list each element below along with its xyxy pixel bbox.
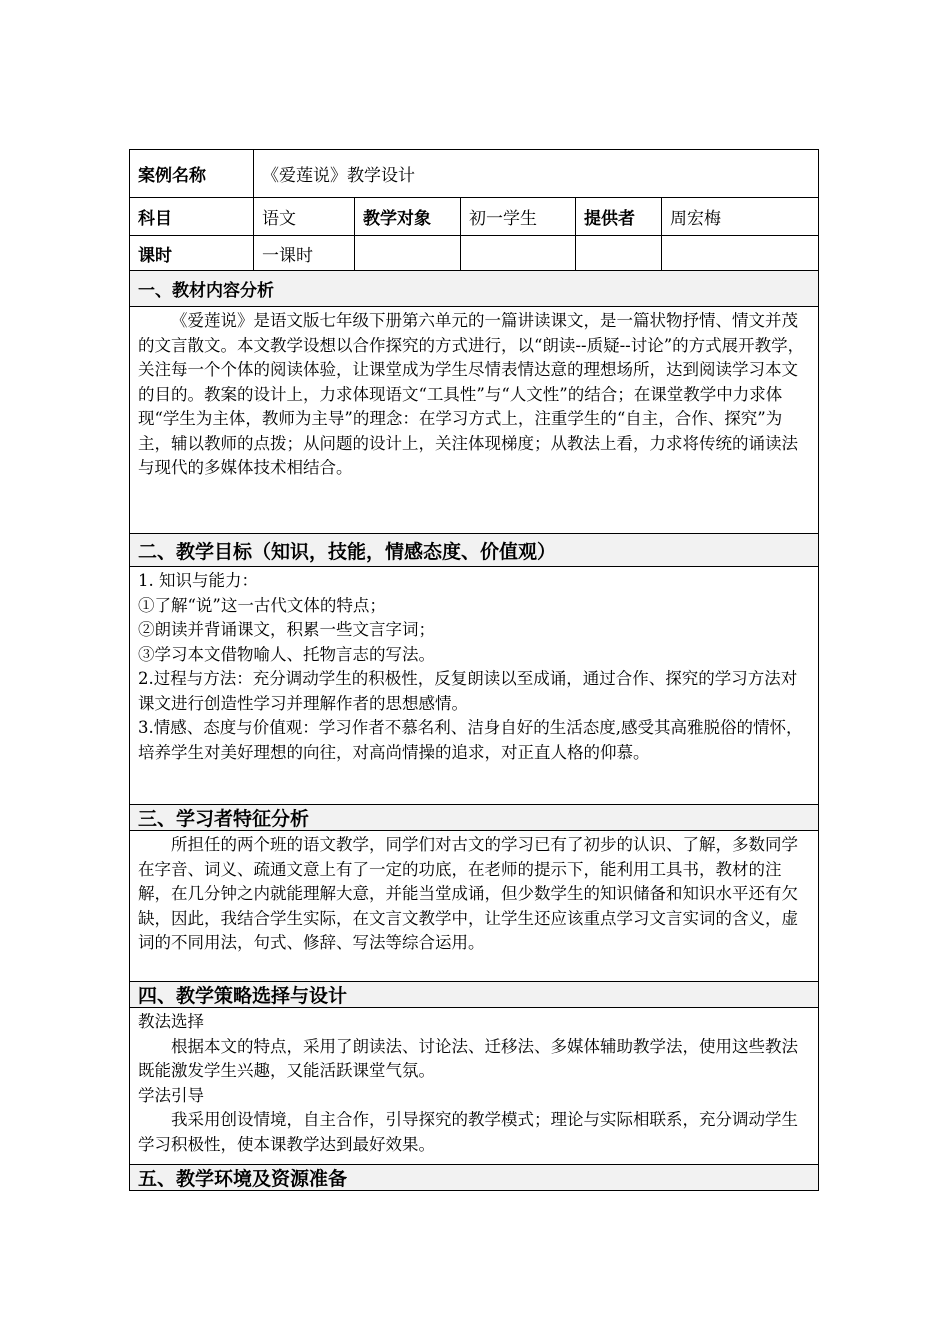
paragraph: 我采用创设情境，自主合作，引导探究的教学模式；理论与实际相联系，充分调动学生学习积极性，使本课教学达到最好效果。 [138,1110,798,1154]
paragraph: ①了解“说”这一古代文体的特点； [138,595,386,615]
section-title-strategy: 四、教学策略选择与设计 [130,982,818,1008]
empty-cell [355,236,461,270]
paragraph: 根据本文的特点，采用了朗读法、讨论法、迁移法、多媒体辅助教学法，使用这些教法既能激发学生兴趣，又能活跃课堂气氛。 [138,1036,798,1080]
section-body-content-analysis [130,307,818,534]
section-body-strategy [130,1008,818,1165]
paragraph: 所担任的两个班的语文教学，同学们对古文的学习已有了初步的认识、了解，多数同学在字音、词义、疏通文意上有了一定的功底，在老师的提示下，能利用工具书，教材的注解，在几分钟之内就能理解大意，并能当堂成诵，但少数学生的知识储备和知识水平还有欠缺，因此，我结合学生实际，在文言文教学中，让学生还应该重点学习文言实词的含义，虚词的不同用法，句式、修辞、写法等综合运用。 [138,835,798,952]
section-body-objectives [130,567,818,805]
case-name-value: 《爱莲说》教学设计 [262,166,415,186]
subheading: 学法引导 [138,1085,204,1105]
subject-value: 语文 [254,198,355,235]
audience-value: 初一学生 [461,198,576,235]
paragraph: ③学习本文借物喻人、托物言志的写法。 [138,644,435,664]
lesson-plan-table [129,149,819,1191]
hours-row [130,236,818,271]
subject-label: 科目 [130,198,254,235]
hours-label: 课时 [130,236,254,270]
paragraph: ②朗读并背诵课文，积累一些文言字词； [138,620,435,639]
empty-cell [461,236,576,270]
subject-row [130,198,818,236]
section-title-content-analysis: 一、教材内容分析 [130,271,818,307]
section-body-learner-analysis [130,831,818,982]
empty-cell [662,236,818,270]
provider-label: 提供者 [576,198,662,235]
section-title-objectives: 二、教学目标（知识，技能，情感态度、价值观） [130,534,818,567]
empty-cell [576,236,662,270]
hours-value: 一课时 [254,236,355,270]
paragraph: 1. 知识与能力： [138,571,258,590]
paragraph: 2.过程与方法：充分调动学生的积极性，反复朗读以至成诵，通过合作、探究的学习方法对课文进行创造性学习并理解作者的思想感情。 [138,669,798,713]
audience-label: 教学对象 [355,198,461,235]
paragraph: 3.情感、态度与价值观：学习作者不慕名利、洁身自好的生活态度,感受其高雅脱俗的情怀，培养学生对美好理想的向往，对高尚情操的追求，对正直人格的仰慕。 [138,718,803,762]
subheading: 教法选择 [138,1012,204,1031]
section-title-environment: 五、教学环境及资源准备 [130,1165,818,1191]
section-title-learner-analysis: 三、学习者特征分析 [130,805,818,831]
provider-value: 周宏梅 [670,209,721,229]
case-name-row [130,150,818,198]
case-name-label: 案例名称 [130,150,254,197]
paragraph: 《爱莲说》是语文版七年级下册第六单元的一篇讲读课文，是一篇状物抒情、情文并茂的文言散文。本文教学设想以合作探究的方式进行，以“朗读--质疑--讨论”的方式展开教学，关注每一个个体的阅读体验，让课堂成为学生尽情表情达意的理想场所，达到阅读学习本文的目的。教案的设计上，力求体现语文“工具性”与“人文性”的结合；在课堂教学中力求体现“学生为主体，教师为主导”的理念：在学习方式上，注重学生的“自主，合作、探究”为主，辅以教师的点拨；从问题的设计上，关注体现梯度；从教法上看，力求将传统的诵读法与现代的多媒体技术相结合。 [138,311,805,477]
